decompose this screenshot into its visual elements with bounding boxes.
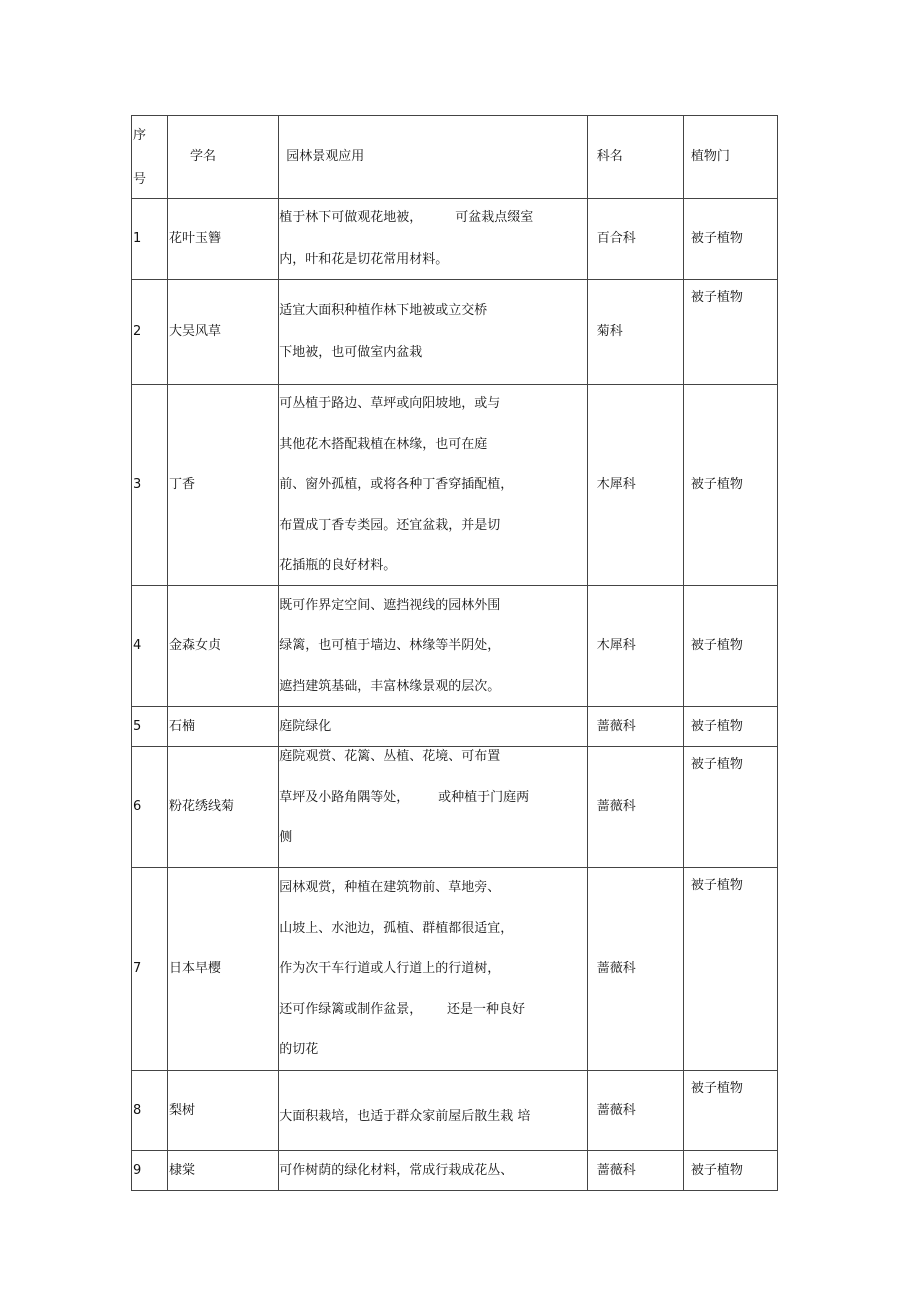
row-use bbox=[279, 747, 587, 868]
use-line: 内，叶和花是切花常用材料。 bbox=[279, 252, 449, 267]
plant-table bbox=[131, 115, 778, 1191]
use-line: 山坡上、水池边，孤植、群植都很适宜， bbox=[279, 920, 514, 936]
row-num: 3 bbox=[132, 385, 168, 586]
table-row bbox=[132, 1151, 778, 1191]
use-line: 园林观赏，种植在建筑物前、草地旁、 bbox=[279, 880, 501, 896]
use-line: 庭院观赏、花篱、丛植、花境、可布置 bbox=[279, 749, 501, 764]
row-use bbox=[279, 707, 587, 747]
use-line: 的切花 bbox=[279, 1042, 319, 1058]
row-name: 丁香 bbox=[168, 385, 279, 586]
row-name: 棣棠 bbox=[168, 1151, 279, 1191]
row-family: 木犀科 bbox=[587, 586, 683, 707]
table-row bbox=[132, 385, 778, 586]
row-family: 百合科 bbox=[587, 199, 683, 280]
header-num bbox=[132, 116, 168, 199]
header-family: 科名 bbox=[587, 116, 683, 199]
row-family: 蔷薇科 bbox=[587, 868, 683, 1071]
row-phylum: 被子植物 bbox=[683, 385, 777, 586]
table-row bbox=[132, 747, 778, 868]
row-family: 蔷薇科 bbox=[587, 1071, 683, 1151]
table-row bbox=[132, 199, 778, 280]
header-use: 园林景观应用 bbox=[279, 116, 587, 199]
row-use bbox=[279, 199, 587, 280]
row-use bbox=[279, 385, 587, 586]
header-phylum: 植物门 bbox=[683, 116, 777, 199]
row-phylum: 被子植物 bbox=[683, 280, 777, 385]
row-num: 4 bbox=[132, 586, 168, 707]
row-use bbox=[279, 1151, 587, 1191]
row-family: 木犀科 bbox=[587, 385, 683, 586]
row-num: 2 bbox=[132, 280, 168, 385]
use-line: 绿篱，也可植于墙边、林缘等半阴处， bbox=[279, 638, 501, 654]
row-use bbox=[279, 586, 587, 707]
row-num: 7 bbox=[132, 868, 168, 1071]
table-row bbox=[132, 280, 778, 385]
header-row bbox=[132, 116, 778, 199]
row-name: 粉花绣线菊 bbox=[168, 747, 279, 868]
row-family: 蔷薇科 bbox=[587, 1151, 683, 1191]
row-phylum: 被子植物 bbox=[683, 1071, 777, 1151]
use-line: 侧 bbox=[279, 830, 293, 846]
use-line: 其他花木搭配栽植在林缘，也可在庭 bbox=[279, 436, 488, 452]
table-row bbox=[132, 1071, 778, 1151]
row-num: 6 bbox=[132, 747, 168, 868]
table-row bbox=[132, 586, 778, 707]
row-num: 9 bbox=[132, 1151, 168, 1191]
row-family: 菊科 bbox=[587, 280, 683, 385]
table-row bbox=[132, 868, 778, 1071]
row-num: 8 bbox=[132, 1071, 168, 1151]
use-line: 庭院绿化 bbox=[279, 718, 332, 734]
row-phylum: 被子植物 bbox=[683, 586, 777, 707]
header-num-line1: 序 bbox=[133, 128, 147, 143]
row-phylum: 被子植物 bbox=[683, 1151, 777, 1191]
row-name: 日本早樱 bbox=[168, 868, 279, 1071]
use-line: 遮挡建筑基础，丰富林缘景观的层次。 bbox=[279, 678, 501, 694]
use-line: 布置成丁香专类园。还宜盆栽，并是切 bbox=[279, 517, 501, 533]
row-name: 石楠 bbox=[168, 707, 279, 747]
table-row bbox=[132, 707, 778, 747]
row-family: 蔷薇科 bbox=[587, 707, 683, 747]
row-use bbox=[279, 868, 587, 1071]
use-line: 前、窗外孤植，或将各种丁香穿插配植， bbox=[279, 477, 514, 493]
use-line: 花插瓶的良好材料。 bbox=[279, 558, 397, 574]
header-num-line2: 号 bbox=[133, 172, 147, 188]
use-line: 植于林下可做观花地被， 可盆栽点缀室 bbox=[279, 210, 534, 226]
use-line: 大面积栽培，也适于群众家前屋后散生栽 培 bbox=[279, 1108, 531, 1124]
row-phylum: 被子植物 bbox=[683, 199, 777, 280]
use-line: 还可作绿篱或制作盆景， 还是一种良好 bbox=[279, 1001, 526, 1017]
use-line: 下地被，也可做室内盆栽 bbox=[279, 345, 423, 360]
row-num: 5 bbox=[132, 707, 168, 747]
row-name: 花叶玉簪 bbox=[168, 199, 279, 280]
use-line: 可丛植于路边、草坪或向阳坡地，或与 bbox=[279, 396, 501, 412]
use-line: 作为次干车行道或人行道上的行道树， bbox=[279, 961, 501, 977]
row-num: 1 bbox=[132, 199, 168, 280]
row-name: 梨树 bbox=[168, 1071, 279, 1151]
row-use bbox=[279, 1071, 587, 1151]
use-line: 既可作界定空间、遮挡视线的园林外围 bbox=[279, 597, 501, 613]
row-phylum: 被子植物 bbox=[683, 868, 777, 1071]
row-phylum: 被子植物 bbox=[683, 707, 777, 747]
row-use bbox=[279, 280, 587, 385]
use-line: 可作树荫的绿化材料，常成行栽成花丛、 bbox=[279, 1162, 514, 1178]
row-phylum: 被子植物 bbox=[683, 747, 777, 868]
use-line: 草坪及小路角隅等处， 或种植于门庭两 bbox=[279, 789, 530, 805]
header-name: 学名 bbox=[168, 116, 279, 199]
row-name: 大吴风草 bbox=[168, 280, 279, 385]
row-family: 蔷薇科 bbox=[587, 747, 683, 868]
row-name: 金森女贞 bbox=[168, 586, 279, 707]
use-line: 适宜大面积种植作林下地被或立交桥 bbox=[279, 303, 488, 319]
